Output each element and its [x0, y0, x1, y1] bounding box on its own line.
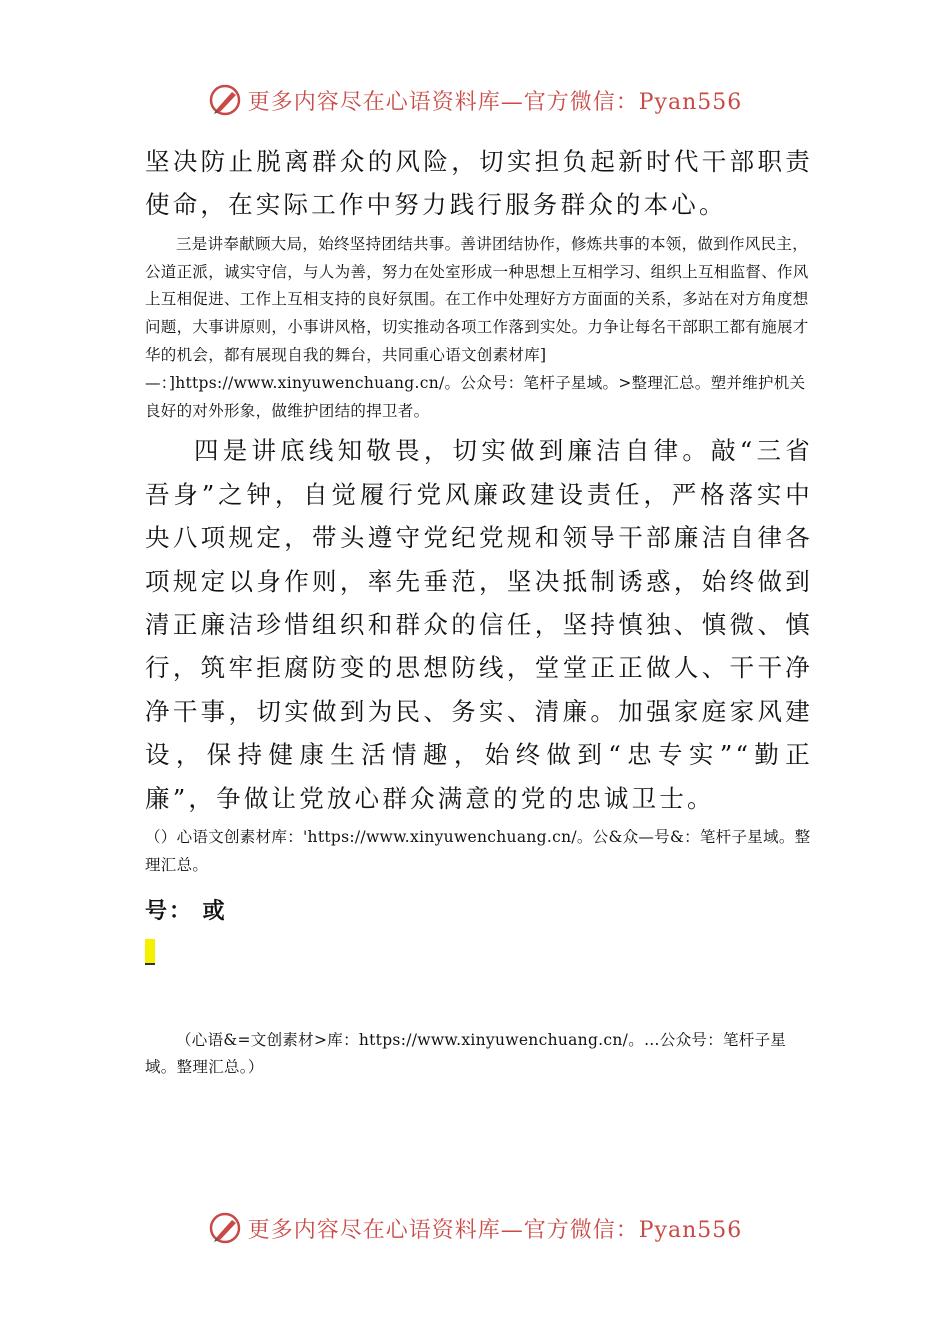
pen-logo-icon — [208, 1211, 242, 1245]
paragraph-3: 四是讲底线知敬畏，切实做到廉洁自律。敲“三省吾身”之钟，自觉履行党风廉政建设责任，严格落实中央八项规定，带头遵守党纪党规和领导干部廉洁自律各项规定以身作则，率先垂范，坚决抵制诱惑，始终做到清正廉洁珍惜组织和群众的信任，坚持慎独、慎微、慎行，筑牢拒腐防变的思想防线，堂堂正正做人、干干净净干事，切实做到为民、务实、清廉。加强家庭家风建设，保持健康生活情趣，始终做到“忠专实”“勤正廉”，争做让党放心群众满意的党的忠诚卫士。 — [145, 436, 813, 813]
pen-logo-icon — [208, 83, 242, 117]
document-body — [145, 140, 813, 1082]
header-banner — [0, 78, 950, 122]
highlight-marker — [145, 939, 813, 969]
paragraph-1: 坚决防止脱离群众的风险，切实担负起新时代干部职责使命，在实际工作中努力践行服务群众的本心。 — [145, 147, 813, 220]
paragraph-2: 三是讲奉献顾大局，始终坚持团结共事。善讲团结协作，修炼共事的本领，做到作风民主，公道正派，诚实守信，与人为善，努力在处室形成一种思想上互相学习、组织上互相监督、作风上互相促进、工作上互相支持的良好氛围。在工作中处理好方方面面的关系，多站在对方角度想问题，大事讲原则，小事讲风格，切实推动各项工作落到实处。力争让每名干部职工都有施展才华的机会，都有展现自我的舞台，共同重心语文创素材库]—：]https://www.xinyuwenchuang.cn/。公众号：笔杆子星域。>整理汇总。塑并维护机关良好的对外形象，做维护团结的捍卫者。 — [145, 234, 809, 420]
banner-text: 更多内容尽在心语资料库—官方微信：Pyan556 — [247, 1217, 743, 1243]
footer-banner — [0, 1206, 950, 1250]
banner-text: 更多内容尽在心语资料库—官方微信：Pyan556 — [247, 89, 743, 115]
paragraph-5: （心语&=文创素材>库：https://www.xinyuwenchuang.cn/。…公众号：笔杆子星域。整理汇总。） — [145, 1030, 787, 1077]
paragraph-4: （）心语文创素材库：'https://www.xinyuwenchuang.cn/。公&众—号&：笔杆子星域。整理汇总。 — [145, 828, 811, 874]
heading-line: 号： 或 — [145, 898, 227, 924]
